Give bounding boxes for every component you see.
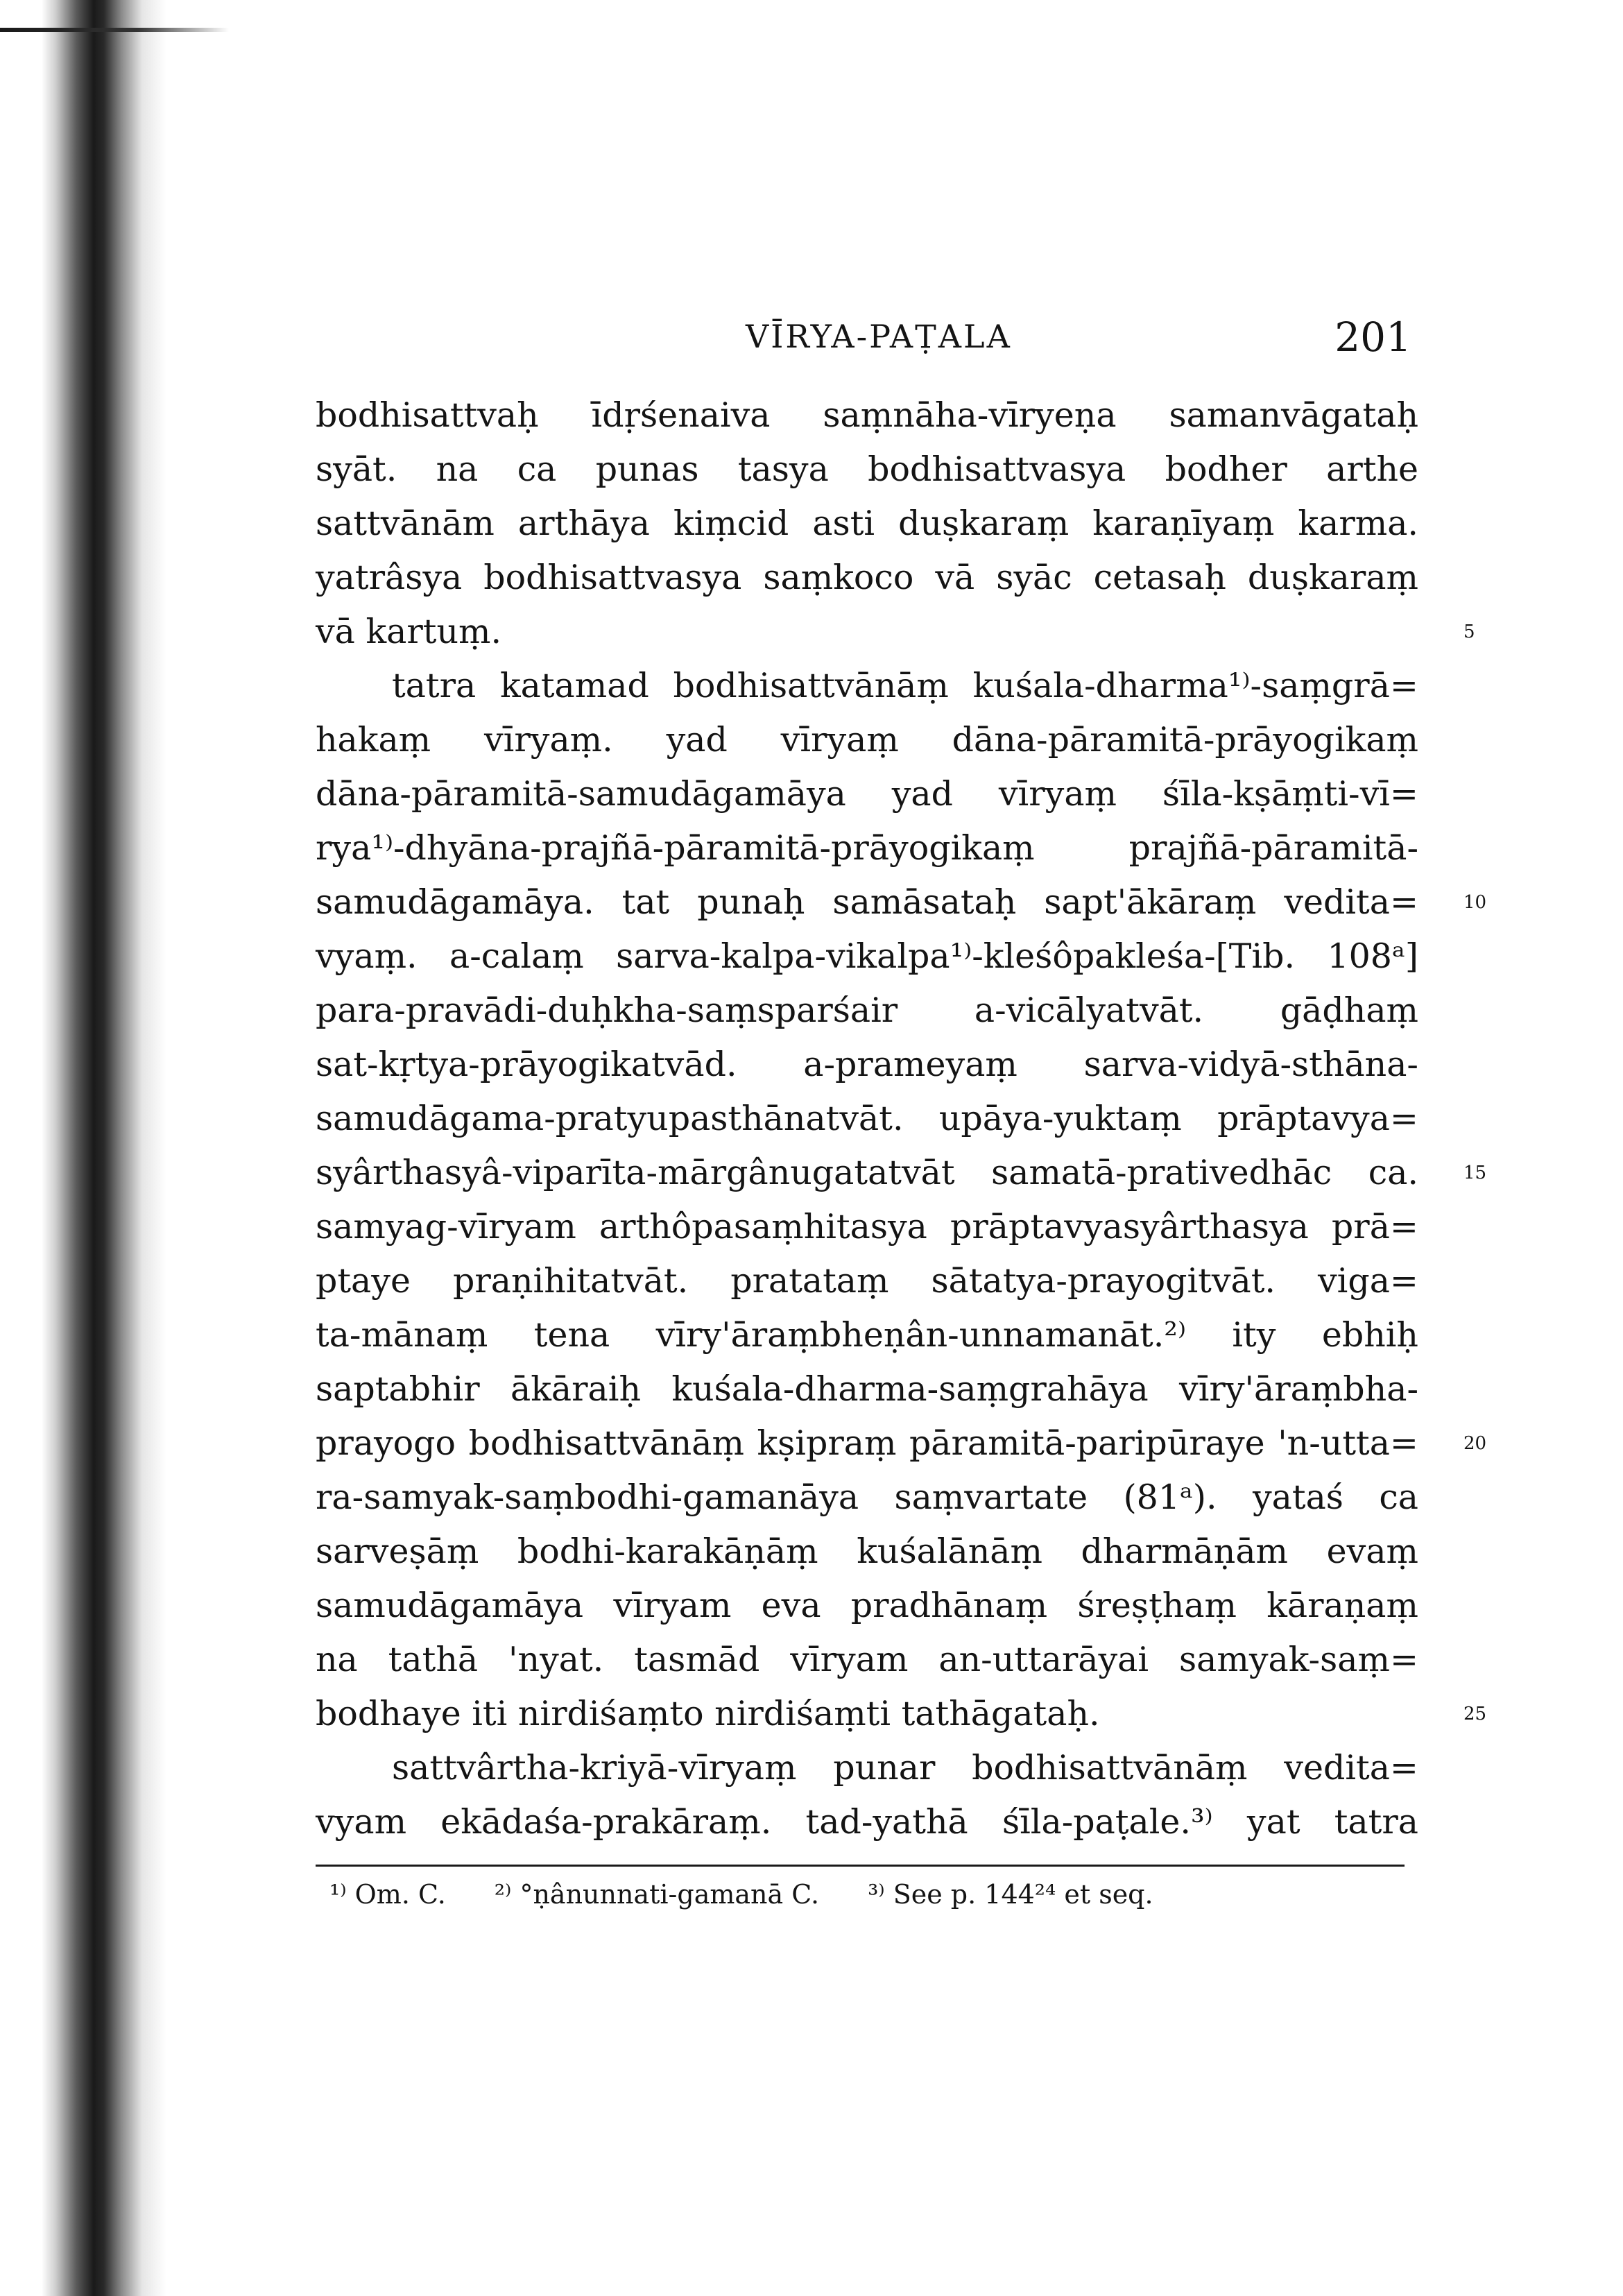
line-text: prayogo bodhisattvānāṃ kṣipraṃ pāramitā-paripūraye 'n-utta= (316, 1423, 1418, 1463)
text-line (316, 1038, 1418, 1092)
text-line (316, 1687, 1487, 1741)
line-text: rya¹⁾-dhyāna-prajñā-pāramitā-prāyogikaṃ prajñā-pāramitā- (316, 828, 1418, 868)
line-text: sat-kṛtya-prāyogikatvād. a-prameyaṃ sarva-vidyā-sthāna- (316, 1045, 1418, 1084)
footnote-rule (316, 1865, 1405, 1867)
binding-edge (0, 28, 229, 32)
text-line (316, 1795, 1418, 1849)
binding-shadow (0, 0, 166, 2296)
line-text: sarveṣāṃ bodhi-karakāṇāṃ kuśalānāṃ dharmāṇām evaṃ (316, 1532, 1418, 1571)
line-number: 20 (1463, 1433, 1487, 1454)
line-text: sattvānām arthāya kiṃcid asti duṣkaraṃ karaṇīyaṃ karma. (316, 504, 1418, 543)
text-line (316, 875, 1487, 929)
text-line (316, 605, 1475, 659)
text-line (316, 767, 1418, 821)
line-text: ta-mānaṃ tena vīry'āraṃbheṇân-unnamanāt.²⁾ ity ebhiḥ (316, 1315, 1418, 1355)
text-line (316, 1471, 1418, 1525)
line-text: syârthasyâ-viparīta-mārgânugatatvāt samatā-prativedhāc ca. (316, 1153, 1418, 1192)
line-text: na tathā 'nyat. tasmād vīryam an-uttarāyai samyak-saṃ= (316, 1640, 1418, 1679)
text-line (316, 1525, 1418, 1579)
text-line (316, 659, 1418, 713)
text-line (316, 984, 1418, 1038)
text-line (316, 1308, 1418, 1362)
text-line (316, 1416, 1487, 1471)
line-text: tatra katamad bodhisattvānāṃ kuśala-dharma¹⁾-saṃgrā= (392, 666, 1418, 705)
text-line (316, 713, 1418, 767)
line-text: ptaye praṇihitatvāt. pratataṃ sātatya-prayogitvāt. viga= (316, 1261, 1418, 1301)
line-text: samudāgama-pratyupasthānatvāt. upāya-yuktaṃ prāptavya= (316, 1099, 1418, 1138)
text-line (316, 1146, 1487, 1200)
text-line (316, 929, 1418, 984)
line-text: vā kartuṃ. (316, 612, 502, 651)
text-line (316, 551, 1418, 605)
text-line (316, 1741, 1418, 1795)
line-number: 25 (1463, 1704, 1487, 1724)
line-text: samyag-vīryam arthôpasaṃhitasya prāptavyasyârthasya prā= (316, 1207, 1418, 1246)
line-text: ra-samyak-saṃbodhi-gamanāya saṃvartate (81ᵃ). yataś ca (316, 1477, 1418, 1517)
page-body (316, 305, 1487, 1915)
text-line (316, 1633, 1418, 1687)
line-number: 10 (1463, 892, 1487, 913)
line-text: vyaṃ. a-calaṃ sarva-kalpa-vikalpa¹⁾-kleśôpakleśa-[Tib. 108ᵃ] (316, 936, 1418, 976)
text-line (316, 1200, 1418, 1254)
line-text: bodhaye iti nirdiśaṃto nirdiśaṃti tathāgataḥ. (316, 1694, 1100, 1733)
text-block (316, 388, 1487, 1849)
line-text: saptabhir ākāraiḥ kuśala-dharma-saṃgrahāya vīry'āraṃbha- (316, 1369, 1418, 1409)
line-text: vyam ekādaśa-prakāraṃ. tad-yathā śīla-paṭale.³⁾ yat tatra (316, 1802, 1418, 1842)
text-line (316, 443, 1418, 497)
line-text: hakaṃ vīryaṃ. yad vīryaṃ dāna-pāramitā-prāyogikaṃ (316, 720, 1418, 760)
footnote: ³⁾ See p. 144²⁴ et seq. (868, 1879, 1153, 1910)
line-text: samudāgamāya vīryam eva pradhānaṃ śreṣṭhaṃ kāraṇaṃ (316, 1586, 1418, 1625)
footnote: ²⁾ °ṇânunnati-gamanā C. (494, 1879, 820, 1910)
text-line (316, 388, 1418, 443)
footnotes (316, 1874, 1418, 1915)
text-line (316, 1092, 1418, 1146)
footnote: ¹⁾ Om. C. (329, 1879, 446, 1910)
line-text: para-pravādi-duḥkha-saṃsparśair a-vicālyatvāt. gāḍhaṃ (316, 991, 1418, 1030)
running-head (316, 305, 1418, 388)
page-number: 201 (1334, 314, 1411, 361)
line-number: 15 (1463, 1163, 1487, 1183)
line-text: samudāgamāya. tat punaḥ samāsataḥ sapt'ākāraṃ vedita= (316, 882, 1418, 922)
text-line (316, 1362, 1418, 1416)
running-title: VĪRYA-PAṬALA (746, 318, 1012, 355)
text-line (316, 821, 1418, 875)
line-text: bodhisattvaḥ īdṛśenaiva saṃnāha-vīryeṇa samanvāgataḥ (316, 395, 1418, 435)
text-line (316, 1579, 1418, 1633)
line-text: syāt. na ca punas tasya bodhisattvasya bodher arthe (316, 449, 1418, 489)
text-line (316, 1254, 1418, 1308)
line-text: yatrâsya bodhisattvasya saṃkoco vā syāc cetasaḥ duṣkaraṃ (316, 558, 1418, 597)
line-text: dāna-pāramitā-samudāgamāya yad vīryaṃ śīla-kṣāṃti-vī= (316, 774, 1418, 814)
line-text: sattvârtha-kriyā-vīryaṃ punar bodhisattvānāṃ vedita= (392, 1748, 1418, 1788)
text-line (316, 497, 1418, 551)
line-number: 5 (1463, 622, 1475, 642)
